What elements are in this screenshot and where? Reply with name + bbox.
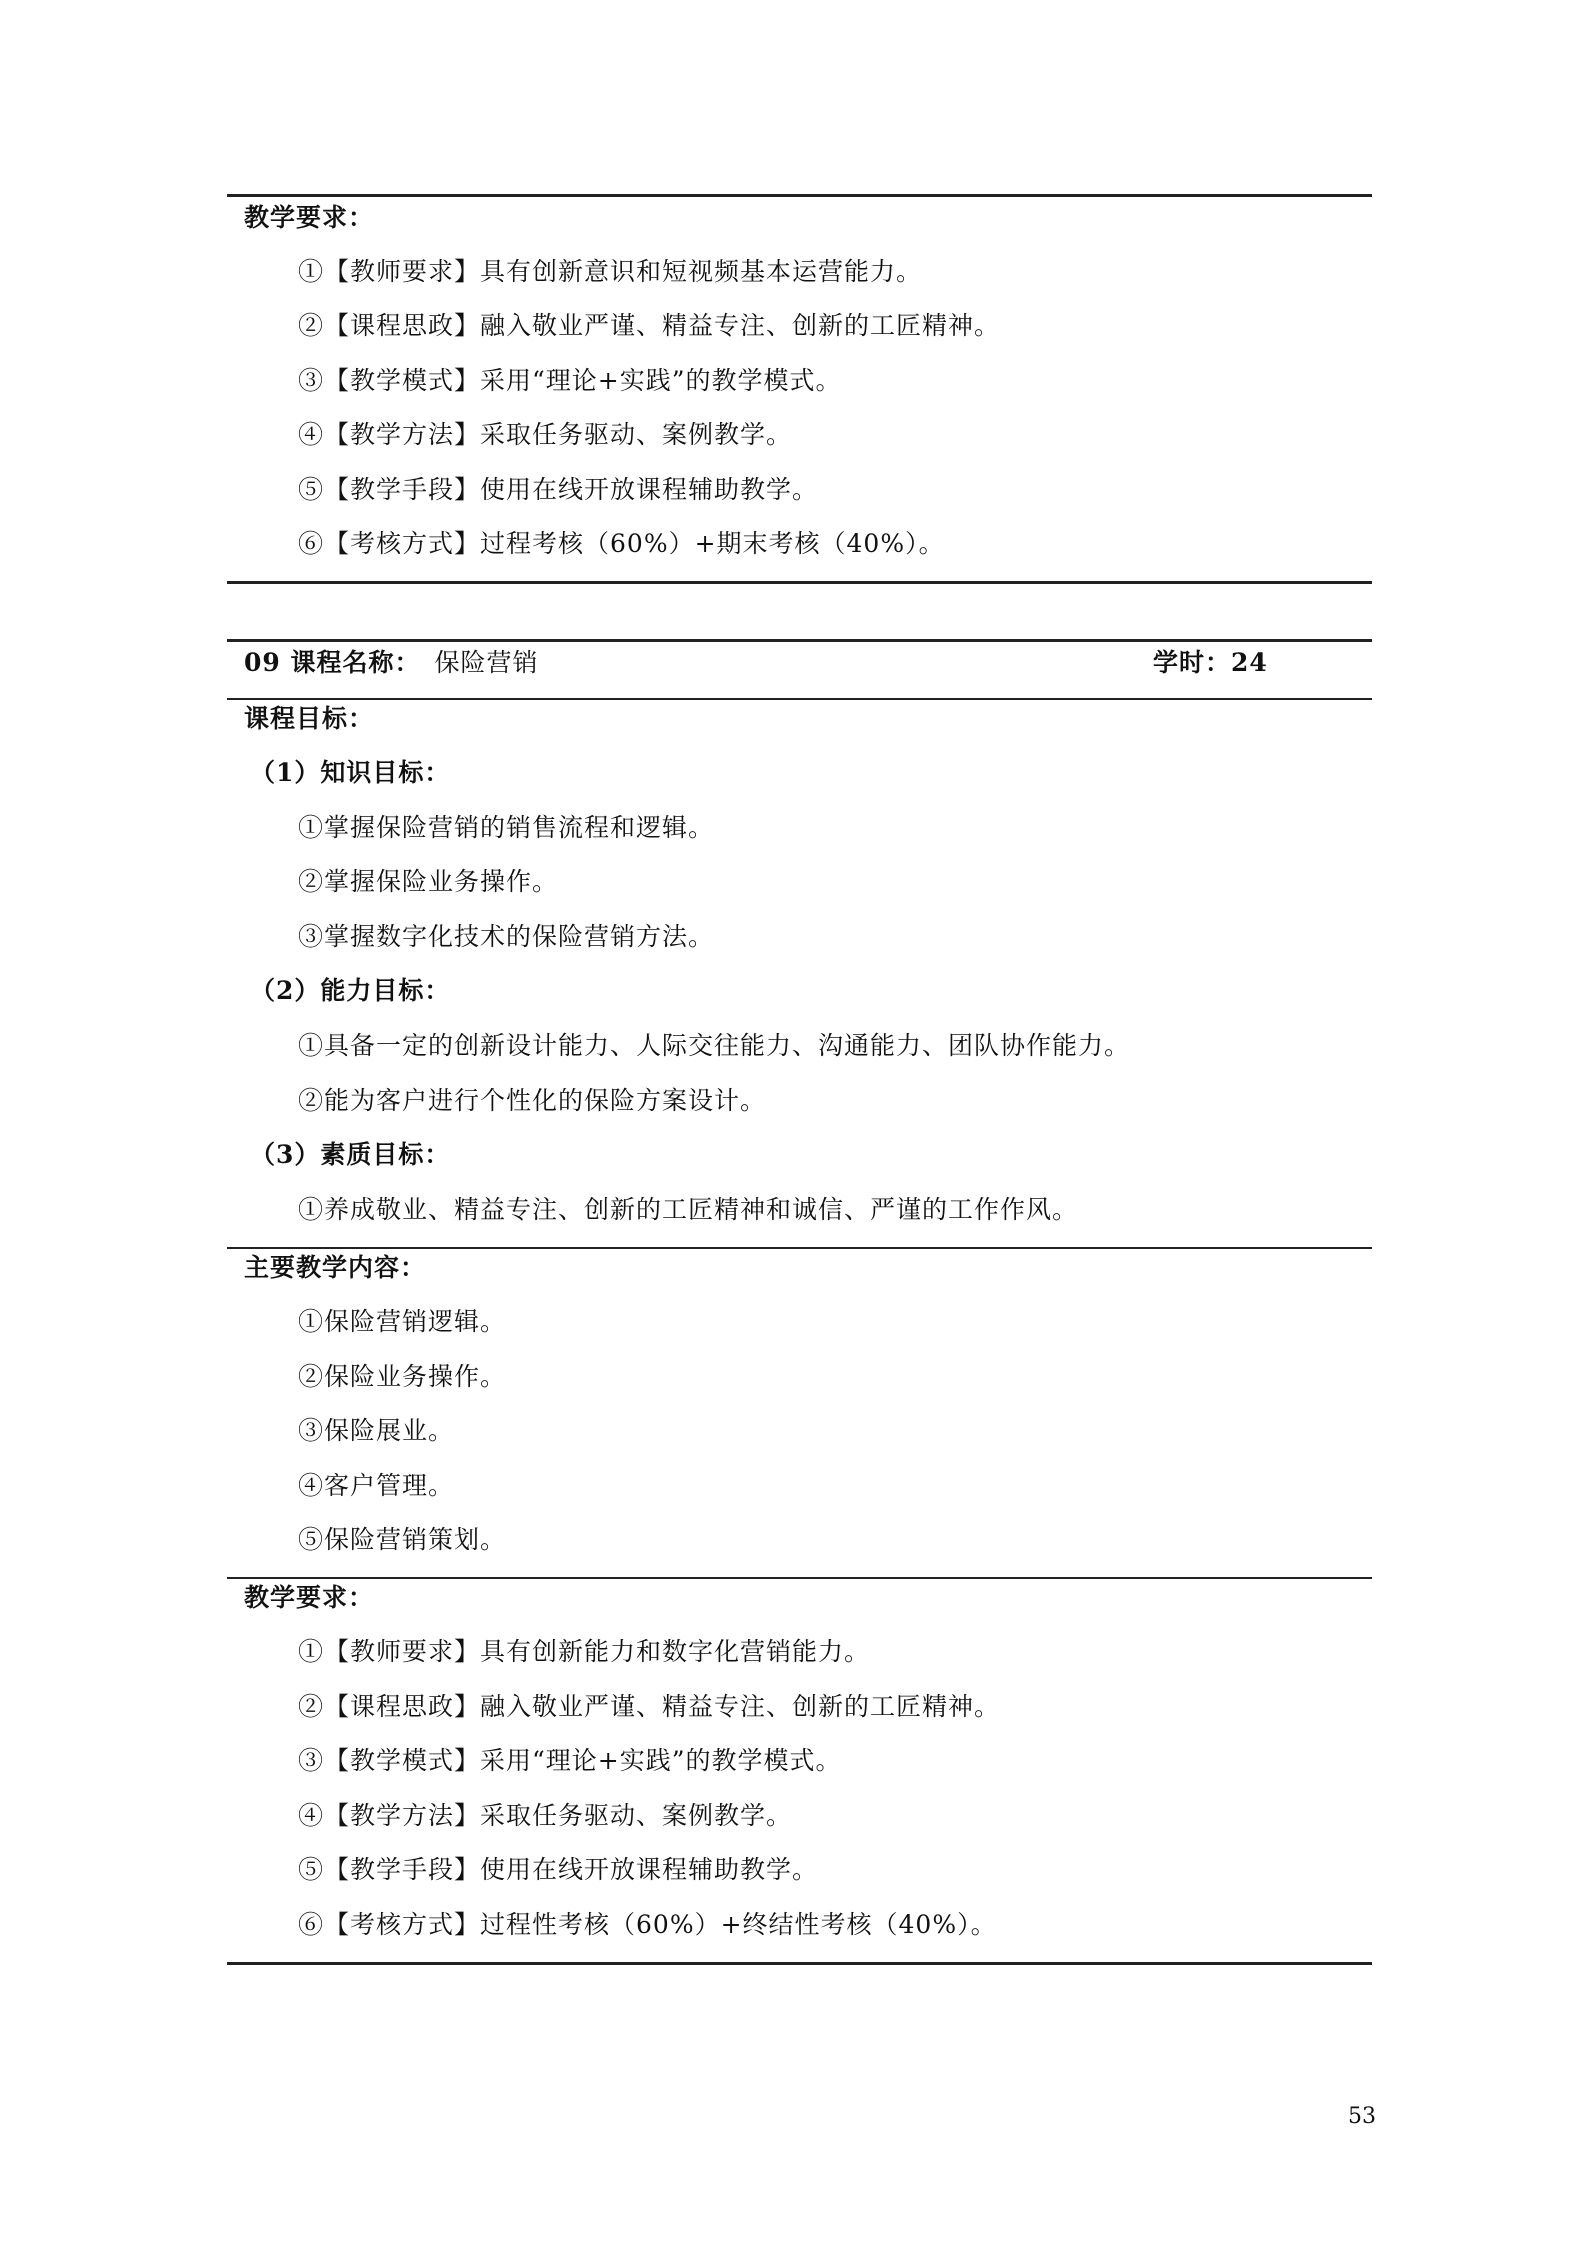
- section-heading-goals: 课程目标：: [244, 704, 375, 733]
- course-name: 保险营销: [434, 648, 539, 677]
- section-heading-teaching-requirements: 教学要求：: [244, 203, 375, 232]
- list-item: ④【教学方法】采取任务驱动、案例教学。: [298, 420, 793, 449]
- subheading-ability: （2）能力目标：: [250, 976, 451, 1005]
- row-divider: [227, 1247, 1372, 1249]
- subheading-quality: （3）素质目标：: [250, 1140, 451, 1169]
- table-bottom-rule: [227, 581, 1372, 584]
- list-item: ②掌握保险业务操作。: [298, 867, 559, 896]
- list-item: ②保险业务操作。: [298, 1362, 507, 1391]
- list-item: ①【教师要求】具有创新意识和短视频基本运营能力。: [298, 257, 923, 286]
- list-item: ③保险展业。: [298, 1416, 455, 1445]
- row-divider: [227, 1577, 1372, 1579]
- list-item: ③掌握数字化技术的保险营销方法。: [298, 922, 715, 951]
- course-hours: [1153, 647, 1268, 679]
- list-item: ③【教学模式】采用“理论+实践”的教学模式。: [298, 1746, 842, 1775]
- page-number: 53: [1348, 2104, 1376, 2129]
- list-item: ②【课程思政】融入敬业严谨、精益专注、创新的工匠精神。: [298, 311, 1001, 340]
- course-name-label: 09 课程名称：: [244, 648, 421, 677]
- list-item: ①保险营销逻辑。: [298, 1307, 507, 1336]
- table-bottom-rule: [227, 1962, 1372, 1965]
- table-top-rule: [227, 194, 1372, 197]
- list-item: ①【教师要求】具有创新能力和数字化营销能力。: [298, 1637, 871, 1666]
- list-item: ④客户管理。: [298, 1471, 455, 1500]
- list-item: ①具备一定的创新设计能力、人际交往能力、沟通能力、团队协作能力。: [298, 1031, 1131, 1060]
- course-hours-label: 学时：: [1153, 648, 1232, 677]
- list-item: ②【课程思政】融入敬业严谨、精益专注、创新的工匠精神。: [298, 1692, 1001, 1721]
- subheading-knowledge: （1）知识目标：: [250, 758, 451, 787]
- list-item: ①养成敬业、精益专注、创新的工匠精神和诚信、严谨的工作作风。: [298, 1195, 1079, 1224]
- list-item: ⑥【考核方式】过程性考核（60%）+终结性考核（40%）。: [298, 1910, 997, 1939]
- course-title-row: [244, 647, 539, 679]
- course-hours-value: 24: [1231, 648, 1268, 677]
- row-divider: [227, 698, 1372, 700]
- section-heading-content: 主要教学内容：: [244, 1253, 427, 1282]
- list-item: ①掌握保险营销的销售流程和逻辑。: [298, 813, 715, 842]
- list-item: ④【教学方法】采取任务驱动、案例教学。: [298, 1801, 793, 1830]
- list-item: ⑥【考核方式】过程考核（60%）+期末考核（40%）。: [298, 529, 945, 558]
- list-item: ⑤保险营销策划。: [298, 1525, 507, 1554]
- list-item: ⑤【教学手段】使用在线开放课程辅助教学。: [298, 475, 819, 504]
- table-top-rule: [227, 639, 1372, 642]
- list-item: ②能为客户进行个性化的保险方案设计。: [298, 1086, 767, 1115]
- list-item: ⑤【教学手段】使用在线开放课程辅助教学。: [298, 1855, 819, 1884]
- list-item: ③【教学模式】采用“理论+实践”的教学模式。: [298, 366, 842, 395]
- section-heading-teaching-requirements: 教学要求：: [244, 1583, 375, 1612]
